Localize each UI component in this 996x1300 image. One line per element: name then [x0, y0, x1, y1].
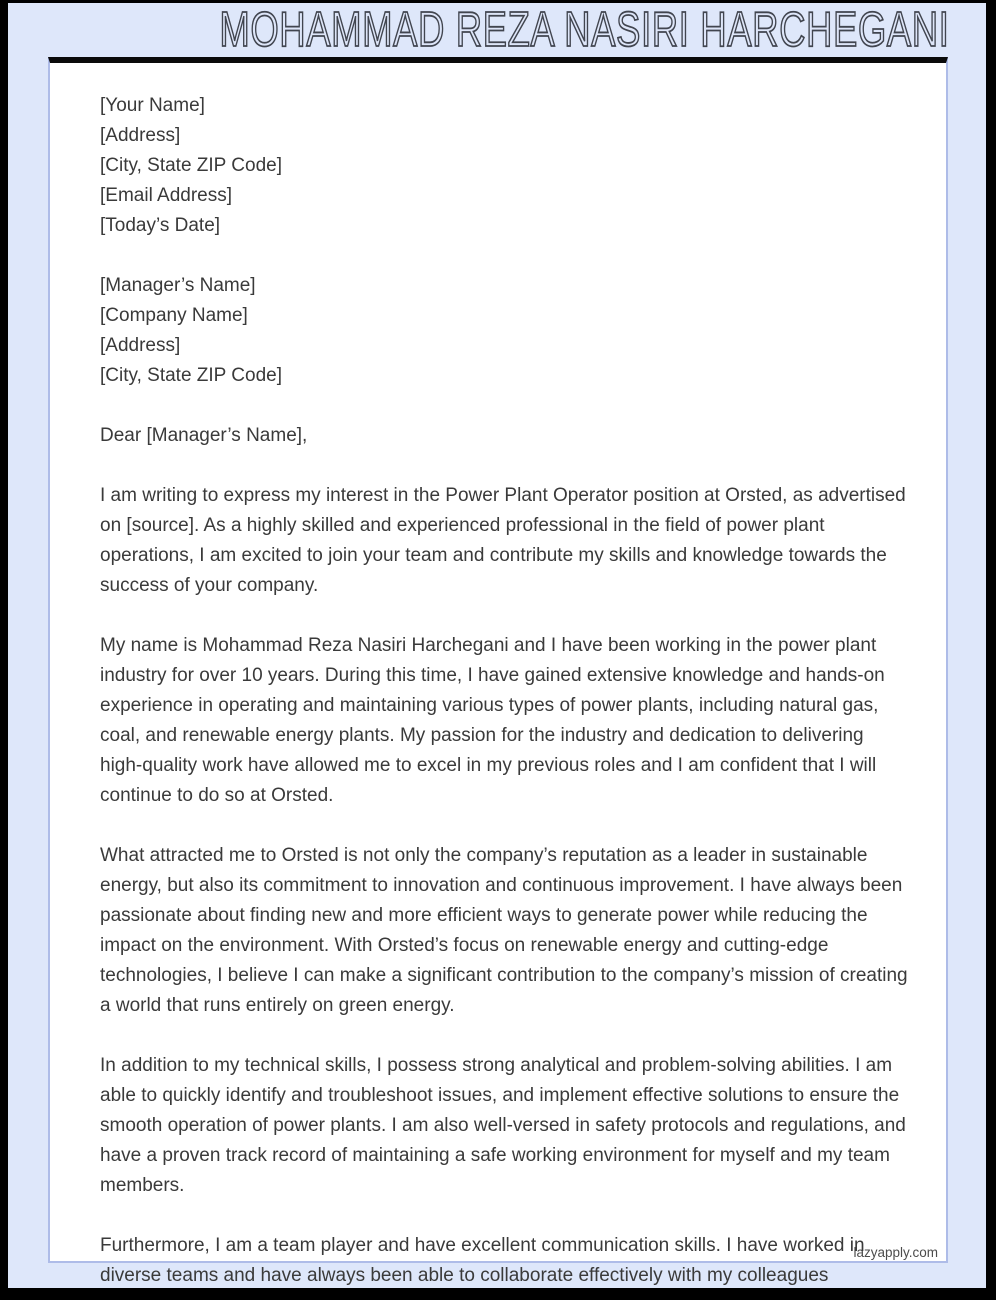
- sender-line-1: [Your Name]: [100, 95, 205, 116]
- sender-line-5: [Today’s Date]: [100, 215, 221, 236]
- paragraph-5: Furthermore, I am a team player and have excellent communication skills. I have worked in diverse teams and have always been able to collaborate effectively with my colleagues: [100, 1235, 865, 1286]
- watermark-lazyapply: lazyapply.com: [853, 1245, 938, 1260]
- sender-line-2: [Address]: [100, 125, 181, 146]
- salutation: Dear [Manager’s Name],: [100, 425, 308, 446]
- paragraph-1: I am writing to express my interest in the Power Plant Operator position at Orsted, as advertised on [source]. As a highly skilled and experienced professional in the field of power plant operations, I am excited to join your team and contribute my skills and knowledge towards the success of your company.: [100, 485, 906, 596]
- sender-block: [100, 91, 910, 241]
- recipient-line-1: [Manager’s Name]: [100, 275, 256, 296]
- letter-body: [100, 91, 910, 1288]
- sender-line-4: [Email Address]: [100, 185, 232, 206]
- paragraph-2: My name is Mohammad Reza Nasiri Harchegani and I have been working in the power plant industry for over 10 years. During this time, I have gained extensive knowledge and hands-on experience in operating and maintaining various types of power plants, including natural gas, coal, and renewable energy plants. My passion for the industry and dedication to delivering high-quality work have allowed me to excel in my previous roles and I am confident that I will continue to do so at Orsted.: [100, 635, 885, 806]
- page-title: [8, 4, 950, 57]
- header-name-text: MOHAMMAD REZA NASIRI HARCHEGANI: [219, 3, 950, 57]
- page-background: [8, 3, 986, 1288]
- recipient-line-2: [Company Name]: [100, 305, 248, 326]
- recipient-line-4: [City, State ZIP Code]: [100, 365, 282, 386]
- recipient-block: [100, 271, 910, 391]
- paragraph-3: What attracted me to Orsted is not only the company’s reputation as a leader in sustainable energy, but also its commitment to innovation and continuous improvement. I have always been passionate about finding new and more efficient ways to generate power while reducing the impact on the environment. With Orsted’s focus on renewable energy and cutting-edge technologies, I believe I can make a significant contribution to the company’s mission of creating a world that runs entirely on green energy.: [100, 845, 908, 1016]
- paragraph-4: In addition to my technical skills, I possess strong analytical and problem-solving abilities. I am able to quickly identify and troubleshoot issues, and implement effective solutions to ensure the smooth operation of power plants. I am also well-versed in safety protocols and regulations, and have a proven track record of maintaining a safe working environment for myself and my team members.: [100, 1055, 906, 1196]
- sender-line-3: [City, State ZIP Code]: [100, 155, 282, 176]
- recipient-line-3: [Address]: [100, 335, 181, 356]
